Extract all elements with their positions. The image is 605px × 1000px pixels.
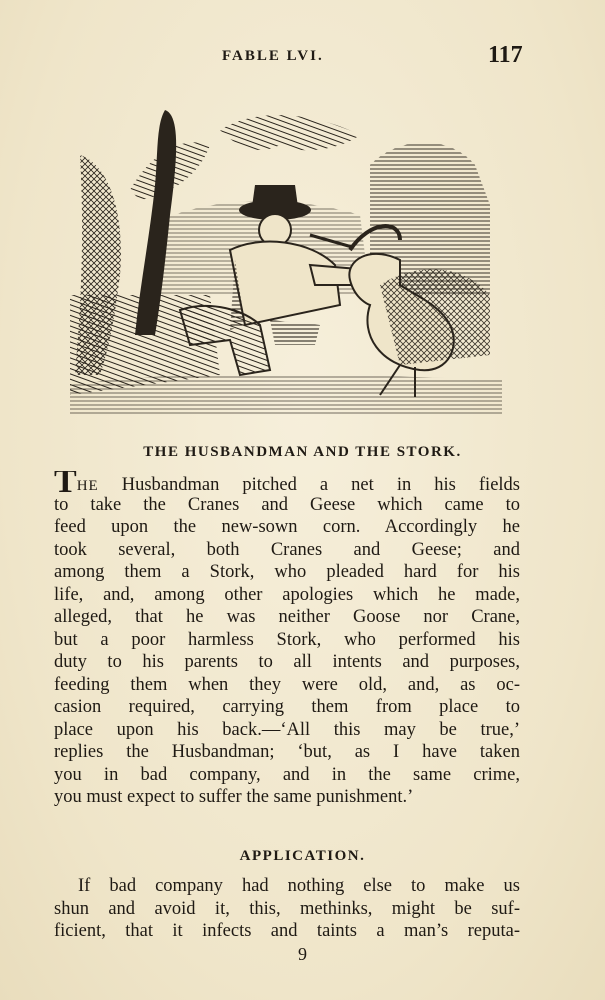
fable-line-15: you must expect to suffer the same punishment.’ [54,787,414,807]
fable-line-8: but a poor harmless Stork, who performed his [54,629,520,650]
woodcut-image [70,95,502,415]
page-header [0,42,605,72]
first-word-rest: HE [76,478,99,494]
fable-line-2: to take the Cranes and Geese which came to [54,494,520,515]
application-line-1: If bad company had nothing else to make us [78,876,520,896]
fable-line-1 [54,471,520,494]
fable-line-11: casion required, carrying them from place to [54,697,520,717]
drop-cap: T [54,471,77,494]
application-line-2: shun and avoid it, this, methinks, might be suf- [54,898,520,919]
fable-line-9: duty to his parents to all intents and purposes, [54,652,520,672]
fable-line-3: feed upon the new-sown corn. Accordingly he [54,517,520,537]
application-heading: APPLICATION. [239,848,366,864]
fable-line-5: among them a Stork, who pleaded hard for his [54,562,520,582]
fable-line-10: feeding them when they were old, and, as oc- [54,674,520,695]
fable-line-7: alleged, that he was neither Goose nor Crane, [54,607,520,627]
application-line-3: ficient, that it infects and taints a man’s reputa- [54,921,520,941]
application-body [54,875,520,943]
fable-line-6: life, and, among other apologies which he made, [54,584,520,605]
fable-title: THE HUSBANDMAN AND THE STORK. [143,444,462,460]
page-number: 117 [488,42,523,68]
fable-body [54,471,520,809]
fable-line-13: replies the Husbandman; ‘but, as I have taken [54,742,520,762]
fable-line-text: Husbandman pitched a net in his fields [98,475,520,494]
woodcut-illustration [70,95,502,415]
fable-line-4: took several, both Cranes and Geese; and [54,539,520,560]
signature-mark: 9 [298,944,307,964]
fable-line-12: place upon his back.—‘All this may be true,’ [54,719,520,740]
fable-line-14: you in bad company, and in the same crime, [54,764,520,785]
running-head: FABLE LVI. [222,48,324,64]
